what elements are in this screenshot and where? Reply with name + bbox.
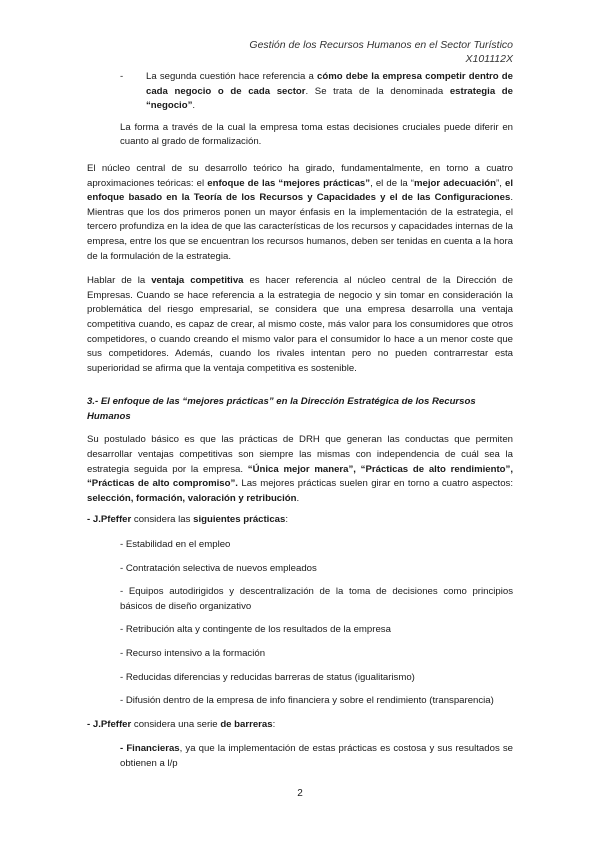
bold-run: ventaja competitiva	[151, 275, 244, 287]
bold-run: selección, formación, valoración y retribución	[87, 492, 297, 504]
bold-run: de barreras	[220, 718, 273, 730]
bullet-estrategia-negocio	[87, 70, 513, 114]
text-run: considera las	[131, 514, 194, 526]
text-run: . Mientras que los dos primeros ponen un mayor énfasis en la implementación de la estrategia, el tercero profundiza en la idea de que las características de los recursos y capacidades internas de la empresa, entre los que se encuentran los recursos humanos, deben ser tenidas en cuenta a la hora de la formulación de la estrategia.	[87, 192, 513, 262]
bold-run: siguientes prácticas	[193, 514, 286, 526]
list-item: - Contratación selectiva de nuevos empleados	[120, 562, 317, 574]
bold-run: “Única mejor manera”, “Prácticas de alto rendimiento”, “Prácticas de alto compromiso”.	[87, 463, 513, 490]
text-run: . Se trata de la denominada	[305, 85, 450, 97]
text-run: Las mejores prácticas suelen girar en torno a cuatro aspectos:	[237, 478, 513, 490]
list-item: - Equipos autodirigidos y descentralización de la toma de decisiones como principios básicos de diseño organizativo	[120, 586, 513, 612]
text-run: Hablar de la	[87, 275, 152, 287]
bold-run: - J.Pfeffer	[87, 718, 132, 730]
page-number: 2	[297, 788, 303, 799]
text-run: El núcleo central de su desarrollo teórico ha girado, fundamentalmente, en torno a cuatro aproximaciones teóricas: el	[87, 162, 513, 189]
text-run: .	[296, 492, 300, 504]
pfeffer-barreras-intro	[87, 718, 513, 733]
paragraph-postulado	[87, 433, 513, 506]
paragraph-ventaja-competitiva	[87, 274, 513, 376]
text-run: La segunda cuestión hace referencia a	[146, 71, 317, 82]
bold-run: el enfoque basado en la Teoría de los Recursos y Capacidades y el de las Configuraciones	[87, 177, 513, 204]
text-run: es hacer referencia al núcleo central de la Dirección de Empresas. Cuando se hace referencia a la estrategia de negocio y sin tomar en consideración la problemática del riesgo empresarial, se considera que una empresa desarrolla una ventaja competitiva cuando, es capaz de crear, al mismo coste, más valor para los consumidores que otros competidores, o cuando creando el mismo valor para el consumidor lo hace a un menor coste que sus competidores. Además, cuando los rivales intentan pero no pueden contrarrestar esta superioridad se afirma que la ventaja competitiva es sostenible.	[87, 275, 513, 374]
paragraph-formalizacion: La forma a través de la cual la empresa toma estas decisiones cruciales puede diferir en cuanto al grado de formalización.	[120, 121, 513, 148]
paragraph-nucleo	[87, 162, 513, 264]
list-item: - Reducidas diferencias y reducidas barreras de status (igualitarismo)	[120, 671, 415, 683]
pfeffer-practicas-intro	[87, 513, 513, 528]
text-run: :	[272, 718, 276, 730]
list-item: - Retribución alta y contingente de los resultados de la empresa	[120, 624, 391, 636]
bullet-dash: -	[120, 71, 124, 82]
text-run: considera una serie	[131, 718, 221, 730]
text-run: Su postulado básico es que las prácticas de DRH que generan las conductas que permiten desarrollar ventajas competitivas son siempre las mismas con independencia de cuál sea la estrategia seguida por la empresa.	[87, 434, 513, 475]
text-run: :	[285, 514, 289, 526]
bold-run: cómo debe la empresa competir dentro de cada negocio o de cada sector	[146, 71, 513, 97]
header-code: X101112X	[465, 53, 513, 65]
bold-run: - J.Pfeffer	[87, 514, 132, 526]
bold-run: mejor adecuación	[413, 177, 496, 189]
list-item: - Estabilidad en el empleo	[120, 539, 231, 551]
list-item-difusion: - Difusión dentro de la empresa de info financiera y sobre el rendimiento (transparencia)	[120, 695, 494, 707]
list-item-financieras	[87, 742, 513, 771]
page-header	[249, 38, 513, 66]
page-body	[87, 70, 513, 781]
header-title: Gestión de los Recursos Humanos en el Sector Turístico	[249, 39, 513, 51]
text-run: ”,	[496, 177, 505, 189]
bold-run: enfoque de las “mejores prácticas”	[207, 177, 371, 189]
text-run: .	[192, 100, 196, 112]
text-run: , el de la “	[370, 177, 414, 189]
list-item: - Recurso intensivo a la formación	[120, 648, 266, 659]
bold-run: - Financieras	[120, 743, 180, 755]
section-title: 3.- El enfoque de las “mejores prácticas” en la Dirección Estratégica de los Recursos Humanos	[87, 396, 476, 422]
text-run: , ya que la implementación de estas prácticas es costosa y sus resultados se obtienen a l/p	[120, 743, 513, 769]
bold-run: estrategia de “negocio”	[146, 85, 513, 112]
